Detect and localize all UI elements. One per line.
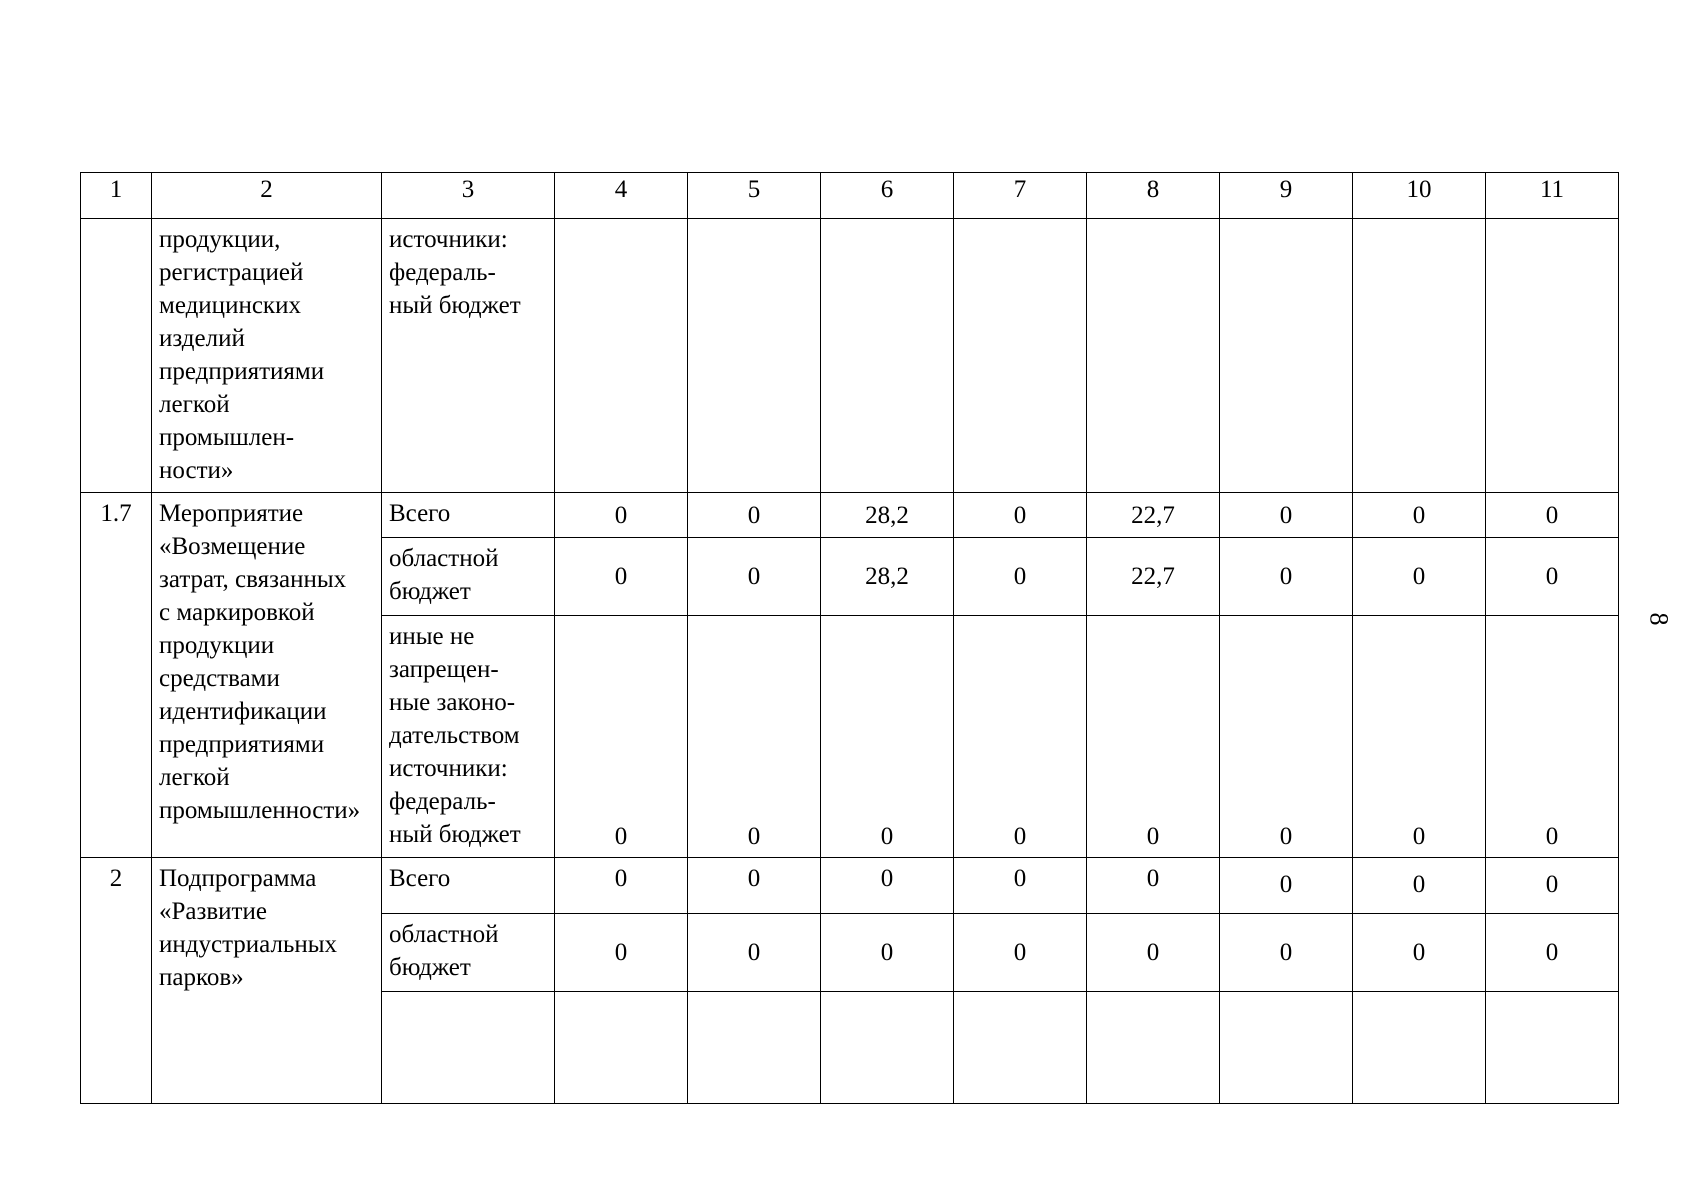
value-cell: 0: [821, 914, 954, 992]
header-cell: 5: [688, 173, 821, 219]
value-cell: 0: [1353, 493, 1486, 538]
source-cell: Всего: [382, 493, 555, 538]
value-cell: 0: [555, 914, 688, 992]
source-cell: областной бюджет: [382, 538, 555, 616]
row-number-cell: 1.7: [81, 493, 152, 858]
header-cell: 1: [81, 173, 152, 219]
table-row: [81, 219, 1619, 493]
value-cell: 0: [1486, 616, 1619, 858]
table-row: [81, 493, 1619, 538]
source-cell: [382, 992, 555, 1104]
item-name-cell: Мероприятие «Возмещение затрат, связанных с маркировкой продукции средствами идентификации предприятиями легкой промышленности»: [152, 493, 382, 858]
value-cell: 28,2: [821, 538, 954, 616]
value-cell: 0: [1353, 538, 1486, 616]
value-cell: 0: [688, 493, 821, 538]
budget-table: [80, 172, 1619, 1104]
value-cell: [1353, 992, 1486, 1104]
page-number: 8: [1644, 612, 1674, 626]
value-cell: 22,7: [1087, 493, 1220, 538]
value-cell: 0: [1486, 858, 1619, 914]
value-cell: 0: [688, 914, 821, 992]
value-cell: 0: [1087, 616, 1220, 858]
value-cell: 0: [555, 538, 688, 616]
value-cell: [555, 219, 688, 493]
value-cell: 0: [555, 858, 688, 914]
value-cell: 0: [954, 493, 1087, 538]
header-cell: 3: [382, 173, 555, 219]
value-cell: 0: [555, 616, 688, 858]
value-cell: [1486, 219, 1619, 493]
value-cell: [821, 219, 954, 493]
value-cell: [1353, 219, 1486, 493]
value-cell: 0: [954, 616, 1087, 858]
source-cell: иные не запрещен- ные законо- дательством источники: федераль- ный бюджет: [382, 616, 555, 858]
value-cell: 0: [1353, 914, 1486, 992]
value-cell: [1087, 219, 1220, 493]
value-cell: 0: [1486, 493, 1619, 538]
source-cell: источники: федераль- ный бюджет: [382, 219, 555, 493]
value-cell: 0: [954, 914, 1087, 992]
value-cell: 0: [821, 616, 954, 858]
value-cell: 0: [821, 858, 954, 914]
header-cell: 7: [954, 173, 1087, 219]
value-cell: 0: [1087, 858, 1220, 914]
header-cell: 10: [1353, 173, 1486, 219]
header-cell: 11: [1486, 173, 1619, 219]
value-cell: 0: [1220, 914, 1353, 992]
value-cell: [954, 219, 1087, 493]
value-cell: [1087, 992, 1220, 1104]
value-cell: [821, 992, 954, 1104]
value-cell: [1220, 992, 1353, 1104]
value-cell: 0: [688, 538, 821, 616]
value-cell: 28,2: [821, 493, 954, 538]
value-cell: 0: [1220, 538, 1353, 616]
value-cell: 0: [1220, 493, 1353, 538]
value-cell: [1220, 219, 1353, 493]
source-cell: Всего: [382, 858, 555, 914]
header-cell: 6: [821, 173, 954, 219]
source-cell: областной бюджет: [382, 914, 555, 992]
item-name-cell: Подпрограмма «Развитие индустриальных парков»: [152, 858, 382, 1104]
value-cell: 0: [1220, 858, 1353, 914]
value-cell: 0: [1486, 914, 1619, 992]
header-cell: 2: [152, 173, 382, 219]
value-cell: 0: [1486, 538, 1619, 616]
item-name-cell: продукции, регистрацией медицинских изделий предприятиями легкой промышлен- ности»: [152, 219, 382, 493]
value-cell: 0: [555, 493, 688, 538]
value-cell: [688, 219, 821, 493]
value-cell: [1486, 992, 1619, 1104]
value-cell: 0: [1353, 616, 1486, 858]
value-cell: 22,7: [1087, 538, 1220, 616]
row-number-cell: [81, 219, 152, 493]
header-cell: 8: [1087, 173, 1220, 219]
value-cell: [688, 992, 821, 1104]
header-cell: 9: [1220, 173, 1353, 219]
value-cell: 0: [954, 538, 1087, 616]
value-cell: 0: [954, 858, 1087, 914]
header-cell: 4: [555, 173, 688, 219]
value-cell: 0: [1087, 914, 1220, 992]
value-cell: 0: [688, 858, 821, 914]
value-cell: [555, 992, 688, 1104]
value-cell: [954, 992, 1087, 1104]
table-row: [81, 858, 1619, 914]
value-cell: 0: [1353, 858, 1486, 914]
header-row: [81, 173, 1619, 219]
value-cell: 0: [688, 616, 821, 858]
value-cell: 0: [1220, 616, 1353, 858]
row-number-cell: 2: [81, 858, 152, 1104]
